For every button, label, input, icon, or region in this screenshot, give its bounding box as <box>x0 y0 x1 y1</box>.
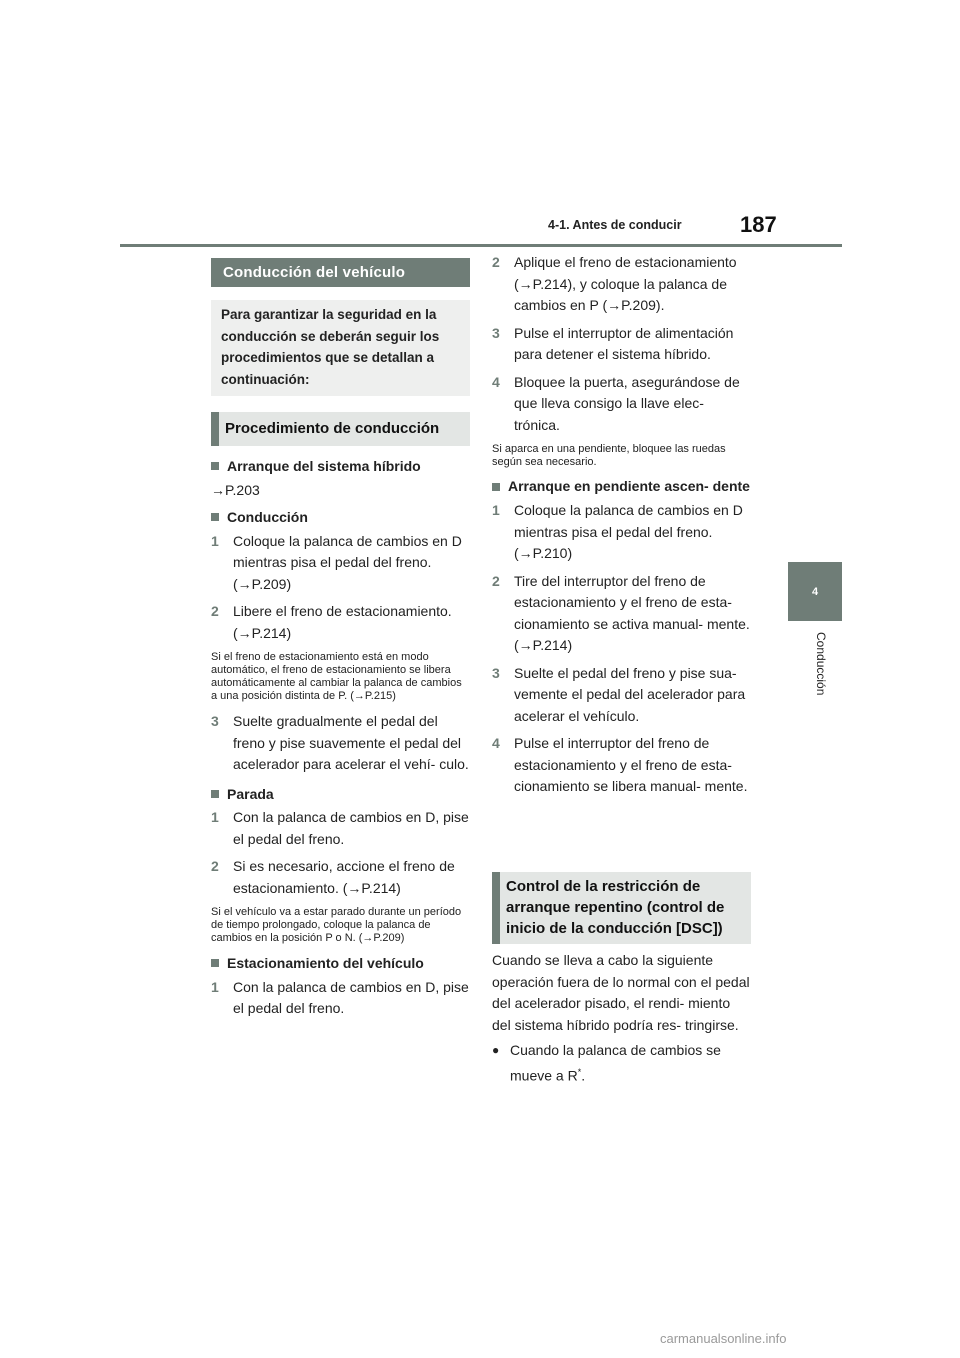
intro-box <box>211 300 470 396</box>
header-rule <box>120 244 842 247</box>
chapter-tab <box>788 562 842 621</box>
list-item: 1 Con la palanca de cambios en D, pise el pedal del freno. <box>211 978 469 1016</box>
list-item: 2 Libere el freno de estacionamiento. (→P.214) <box>211 603 452 641</box>
list-item: 4 Pulse el interruptor del freno de estacionamiento y el freno de esta- cionamiento se libera manual- mente. <box>492 735 748 794</box>
reference-link: →P.203 <box>211 481 260 498</box>
note-text: Si aparca en una pendiente, bloquee las ruedas según sea necesario. <box>492 443 726 468</box>
square-bullet-icon <box>492 483 500 491</box>
subheading-driving: Conducción <box>211 507 469 529</box>
footnote-mark: * <box>577 1066 582 1077</box>
watermark: carmanualsonline.info <box>660 1331 787 1346</box>
list-item: 3 Suelte el pedal del freno y pise sua- vemente el pedal del acelerador para acelerar el vehículo. <box>492 664 746 724</box>
list-item: 3 Pulse el interruptor de alimentación para detener el sistema híbrido. <box>492 324 734 362</box>
list-item: 1 Coloque la palanca de cambios en D mientras pisa el pedal del freno. (→P.210) <box>492 502 743 561</box>
list-item: 2 Aplique el freno de estacionamiento (→P.214), y coloque la palanca de cambios en P (→P.209). <box>492 254 737 313</box>
procedure-heading-box <box>211 412 470 446</box>
chapter-name: Conducción <box>814 632 828 696</box>
subheading-uphill: Arranque en pendiente ascen- dente <box>492 477 750 496</box>
list-item: ● Cuando la palanca de cambios se mueve a R*. <box>492 1040 750 1087</box>
dsc-heading: Control de la restricción de arranque repentino (control de inicio de la conducción [DSC]) <box>506 878 725 937</box>
chapter-number: 4 <box>811 585 819 598</box>
square-bullet-icon <box>211 462 219 470</box>
square-bullet-icon <box>211 513 219 521</box>
section-heading-bar <box>211 258 470 287</box>
note-text: Si el vehículo va a estar parado durante un período de tiempo prolongado, coloque la palanca de cambios en la posición P o N. (→P.209) <box>211 906 462 944</box>
list-item: 1 Con la palanca de cambios en D, pise el pedal del freno. <box>211 809 469 847</box>
dsc-heading-box <box>492 872 751 944</box>
list-item: 4 Bloquee la puerta, asegurándose de que lleva consigo la llave elec- trónica. <box>492 373 740 433</box>
dsc-body: Cuando se lleva a cabo la siguiente operación fuera de lo normal con el pedal del acelerador pisado, el rendi- miento del sistema híbrido podría res- tringirse. <box>492 952 750 1033</box>
list-item: 2 Tire del interruptor del freno de estacionamiento y el freno de esta- cionamiento se activa manual- mente. (→P.214) <box>492 572 750 653</box>
list-item: 1 Coloque la palanca de cambios en D mientras pisa el pedal del freno. (→P.209) <box>211 532 462 592</box>
section-title: 4-1. Antes de conducir <box>548 218 682 232</box>
note-text: Si el freno de estacionamiento está en modo automático, el freno de estacionamiento se libera automáticamente al cambiar la palanca de cambios a una posición distinta de P. (→P.215) <box>211 651 462 702</box>
subheading-parking: Estacionamiento del vehículo <box>211 953 469 975</box>
bullet-icon: ● <box>492 1043 500 1057</box>
page-number: 187 <box>740 212 777 237</box>
section-heading: Conducción del vehículo <box>223 264 406 281</box>
square-bullet-icon <box>211 790 219 798</box>
intro-text: Para garantizar la seguridad en la conducción se deberán seguir los procedimientos que se detallan a continuación: <box>221 307 440 387</box>
right-column <box>492 252 750 798</box>
list-item: 3 Suelte gradualmente el pedal del freno y pise suavemente el pedal del acelerador para acelerar el vehí- culo. <box>211 713 469 772</box>
left-column <box>211 450 469 1020</box>
subheading-start-hybrid: Arranque del sistema híbrido <box>211 456 469 478</box>
procedure-heading: Procedimiento de conducción <box>225 420 440 437</box>
square-bullet-icon <box>211 959 219 967</box>
list-item: 2 Si es necesario, accione el freno de estacionamiento. (→P.214) <box>211 858 455 896</box>
subheading-stop: Parada <box>211 784 469 806</box>
dsc-section <box>492 950 750 1087</box>
